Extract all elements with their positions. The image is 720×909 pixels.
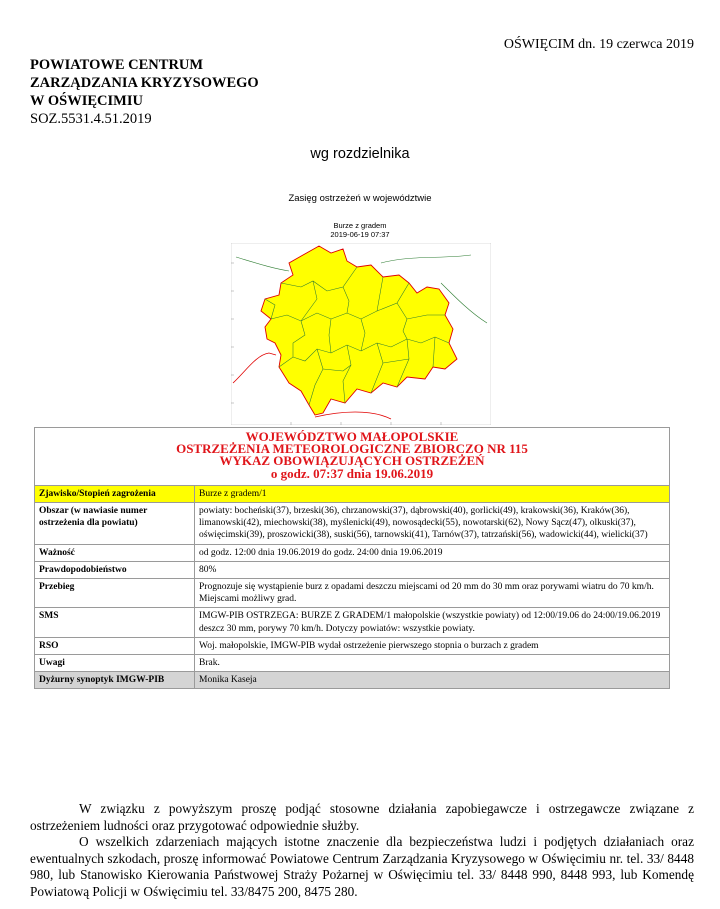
- table-row: [35, 608, 670, 637]
- table-row: [35, 544, 670, 561]
- row-value: Monika Kaseja: [195, 672, 670, 689]
- row-value: Woj. małopolskie, IMGW-PIB wydał ostrzeżenie pierwszego stopnia o burzach z gradem: [195, 637, 670, 654]
- row-value: 80%: [195, 561, 670, 578]
- row-value: Prognozuje się wystąpienie burz z opadami deszczu miejscami od 20 mm do 30 mm oraz porywami wiatru do 70 km/h. Miejscami możliwy grad.: [195, 579, 670, 608]
- warning-title: [35, 428, 670, 486]
- issuer-block: [30, 56, 259, 128]
- body-paragraph: W związku z powyższym proszę podjąć stosowne działania zapobiegawcze i ostrzegawcze związane z ostrzeżeniem ludności oraz przygotować odpowiednie służby.: [30, 801, 694, 833]
- issuer-name-line-1: POWIATOWE CENTRUM: [30, 57, 204, 73]
- row-value: Burze z gradem/1: [195, 485, 670, 502]
- row-label: RSO: [35, 637, 195, 654]
- warning-map: [198, 185, 522, 427]
- reference-number: SOZ.5531.4.51.2019: [30, 111, 152, 127]
- row-value: IMGW-PIB OSTRZEGA: BURZE Z GRADEM/1 małopolskie (wszystkie powiaty) od 12:00/19.06 do 24:00/19.06.2019 deszcz 30 mm, porywy 70 km/h. Dotyczy powiatów: wszystkie powiaty.: [195, 608, 670, 637]
- warning-title-line-4: o godz. 07:37 dnia 19.06.2019: [270, 465, 434, 481]
- row-label: Uwagi: [35, 655, 195, 672]
- row-label: Ważność: [35, 544, 195, 561]
- warning-table: [34, 427, 670, 689]
- voivodeship-area: [261, 246, 457, 415]
- table-row: [35, 655, 670, 672]
- warning-title-row: [35, 428, 670, 486]
- row-value: powiaty: bocheński(37), brzeski(36), chrzanowski(37), dąbrowski(40), gorlicki(49), krakowski(36), Kraków(36), limanowski(42), miechowski(38), myślenicki(49), nowosądecki(55), nowotarski(62), Nowy Sącz(47), olkuski(37), oświęcimski(39), proszowicki(38), suski(56), tarnowski(41), Tarnów(37), tatrzański(56), wadowicki(44), wielicki(37): [195, 503, 670, 545]
- row-label: Obszar (w nawiasie numer ostrzeżenia dla powiatu): [35, 503, 195, 545]
- table-row: [35, 579, 670, 608]
- table-row: [35, 672, 670, 689]
- body-paragraph: O wszelkich zdarzeniach mających istotne znaczenie dla bezpieczeństwa ludzi i podjętych działaniach oraz ewentualnych szkodach, proszę informować Powiatowe Centrum Zarządzania Kryzysowego w Oświęcimiu nr. tel. 33/ 8448 980, lub Stanowisko Kierowania Państwowej Straży Pożarnej w Oświęcimiu tel. 33/ 8448 990, 8448 993, lub Komendę Powiatową Policji w Oświęcimiu tel. 33/8475 200, 8475 280.: [30, 834, 694, 899]
- map-timestamp: 2019-06-19 07:37: [330, 229, 390, 239]
- map-phenomenon: Burze z gradem: [333, 221, 387, 230]
- map-caption: [198, 222, 522, 239]
- map-title: Zasięg ostrzeżeń w województwie: [288, 193, 432, 204]
- row-label: SMS: [35, 608, 195, 637]
- table-row: [35, 637, 670, 654]
- row-label: Zjawisko/Stopień zagrożenia: [35, 485, 195, 502]
- warning-title-line-3: WYKAZ OBOWIĄZUJĄCYCH OSTRZEŻEŃ: [219, 453, 485, 469]
- row-label: Przebieg: [35, 579, 195, 608]
- issuer-name-line-3: W OŚWIĘCIMIU: [30, 93, 143, 109]
- body-text: [30, 801, 694, 901]
- table-row: [35, 503, 670, 545]
- document-date: OŚWIĘCIM dn. 19 czerwca 2019: [503, 37, 694, 52]
- row-value: od godz. 12:00 dnia 19.06.2019 do godz. 24:00 dnia 19.06.2019: [195, 544, 670, 561]
- region-map-graphic: [231, 243, 491, 425]
- addressee-line: wg rozdzielnika: [310, 146, 410, 162]
- warning-title-line-2: OSTRZEŻENIA METEOROLOGICZNE ZBIORCZO NR 115: [176, 441, 528, 457]
- table-row: [35, 561, 670, 578]
- issuer-name-line-2: ZARZĄDZANIA KRYZYSOWEGO: [30, 75, 259, 91]
- warning-title-line-1: WOJEWÓDZTWO MAŁOPOLSKIE: [245, 429, 459, 444]
- row-label: Dyżurny synoptyk IMGW-PIB: [35, 672, 195, 689]
- table-row: [35, 485, 670, 502]
- row-value: Brak.: [195, 655, 670, 672]
- row-label: Prawdopodobieństwo: [35, 561, 195, 578]
